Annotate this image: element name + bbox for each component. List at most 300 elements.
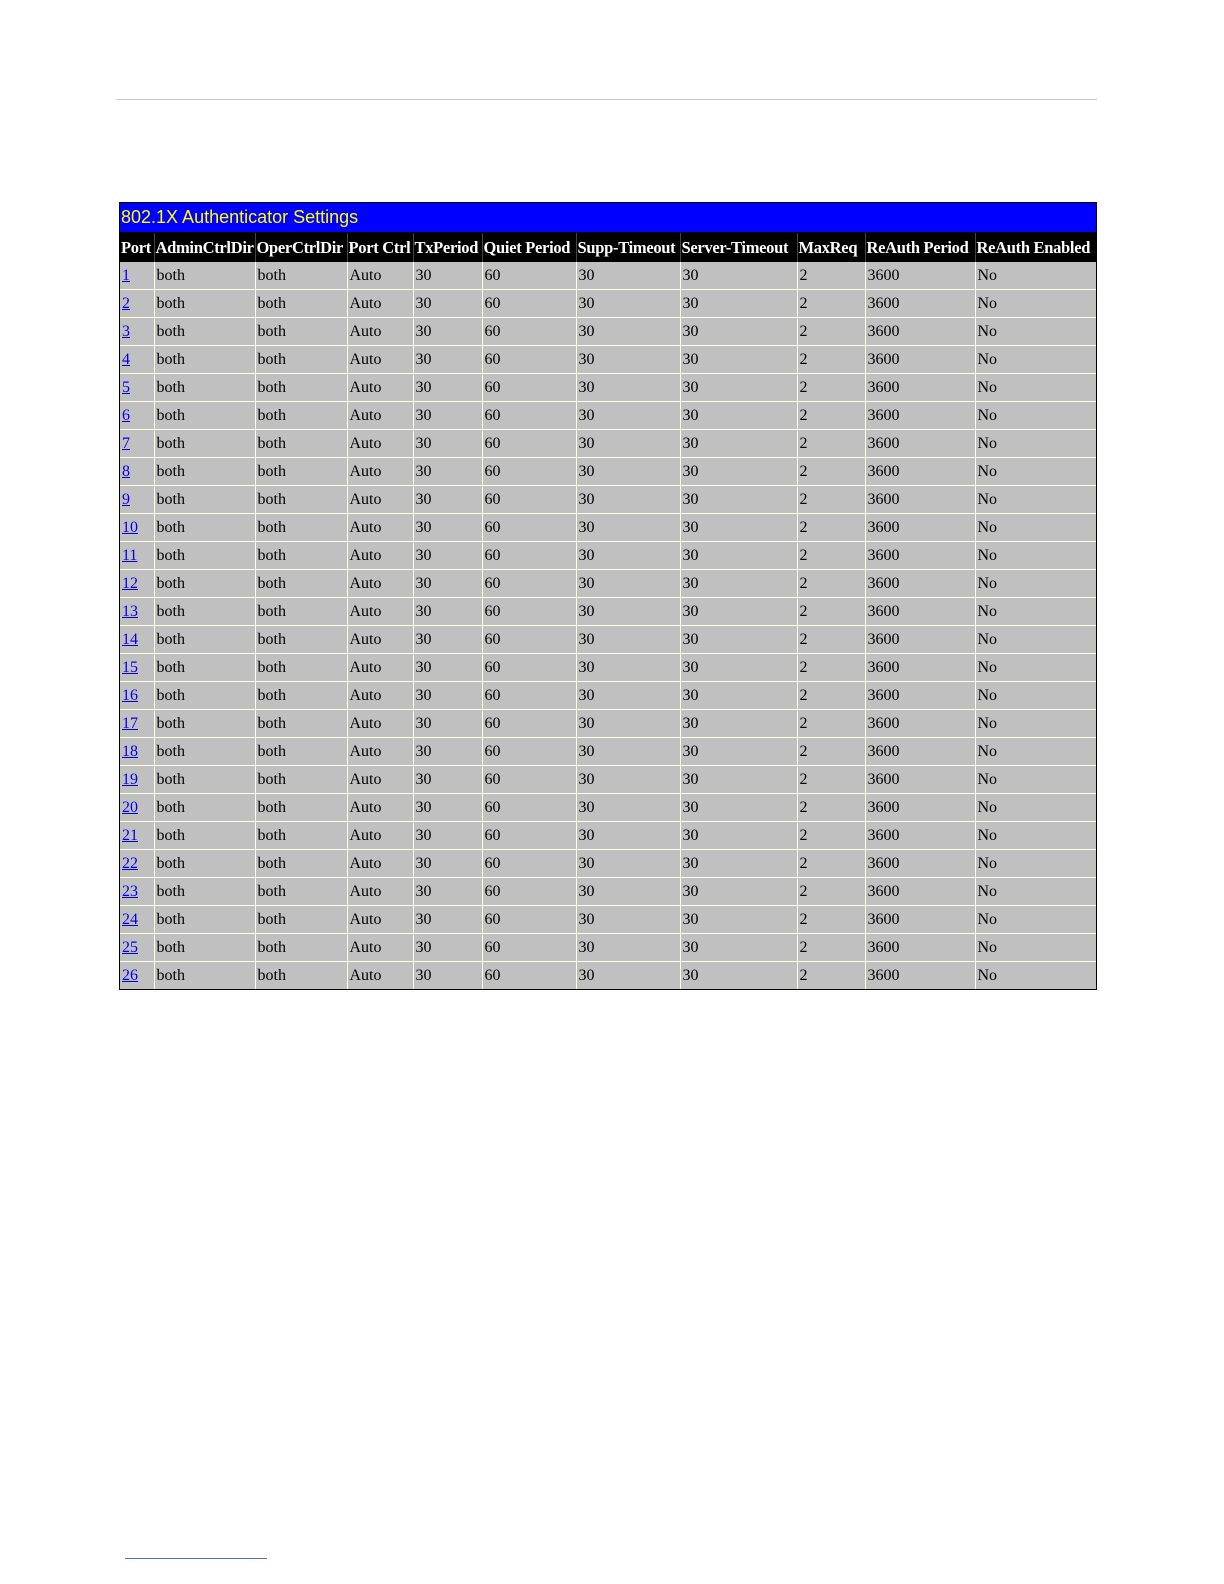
cell-supp-timeout: 30 [576,654,680,682]
cell-max-req: 2 [797,374,865,402]
cell-supp-timeout: 30 [576,934,680,962]
port-link[interactable]: 7 [122,434,130,452]
cell-server-timeout: 30 [680,374,797,402]
port-link[interactable]: 5 [122,378,130,396]
cell-server-timeout: 30 [680,570,797,598]
cell-port-ctrl: Auto [347,514,413,542]
cell-reauth-enabled: No [975,906,1096,934]
cell-reauth-enabled: No [975,682,1096,710]
cell-max-req: 2 [797,878,865,906]
table-row [120,458,1096,486]
cell-port [120,570,154,598]
cell-max-req: 2 [797,514,865,542]
cell-tx-period: 30 [413,766,482,794]
cell-admin-ctrl-dir: both [154,458,255,486]
cell-quiet-period: 60 [482,570,576,598]
cell-max-req: 2 [797,766,865,794]
cell-port [120,626,154,654]
cell-quiet-period: 60 [482,682,576,710]
cell-supp-timeout: 30 [576,374,680,402]
cell-reauth-enabled: No [975,878,1096,906]
cell-reauth-enabled: No [975,962,1096,990]
cell-reauth-enabled: No [975,402,1096,430]
cell-admin-ctrl-dir: both [154,766,255,794]
port-link[interactable]: 13 [122,602,138,620]
cell-quiet-period: 60 [482,794,576,822]
cell-port [120,822,154,850]
cell-server-timeout: 30 [680,402,797,430]
cell-server-timeout: 30 [680,542,797,570]
cell-admin-ctrl-dir: both [154,962,255,990]
cell-supp-timeout: 30 [576,542,680,570]
cell-reauth-enabled: No [975,290,1096,318]
cell-port-ctrl: Auto [347,458,413,486]
cell-server-timeout: 30 [680,822,797,850]
table-row [120,850,1096,878]
cell-oper-ctrl-dir: both [255,318,347,346]
table-row [120,766,1096,794]
port-link[interactable]: 18 [122,742,138,760]
cell-admin-ctrl-dir: both [154,514,255,542]
cell-reauth-period: 3600 [865,878,975,906]
column-header-supp-timeout: Supp-Timeout [576,233,680,262]
cell-tx-period: 30 [413,262,482,290]
cell-server-timeout: 30 [680,654,797,682]
cell-reauth-period: 3600 [865,654,975,682]
cell-quiet-period: 60 [482,738,576,766]
cell-tx-period: 30 [413,318,482,346]
cell-port [120,430,154,458]
cell-port [120,906,154,934]
port-link[interactable]: 20 [122,798,138,816]
cell-reauth-enabled: No [975,458,1096,486]
cell-reauth-period: 3600 [865,374,975,402]
cell-tx-period: 30 [413,626,482,654]
port-link[interactable]: 6 [122,406,130,424]
cell-oper-ctrl-dir: both [255,402,347,430]
port-link[interactable]: 21 [122,826,138,844]
cell-port [120,402,154,430]
panel-title: 802.1X Authenticator Settings [120,203,1096,233]
cell-admin-ctrl-dir: both [154,710,255,738]
cell-admin-ctrl-dir: both [154,402,255,430]
cell-tx-period: 30 [413,878,482,906]
cell-tx-period: 30 [413,654,482,682]
cell-quiet-period: 60 [482,654,576,682]
cell-server-timeout: 30 [680,766,797,794]
cell-max-req: 2 [797,486,865,514]
table-row [120,430,1096,458]
cell-oper-ctrl-dir: both [255,514,347,542]
column-header-port: Port [120,233,154,262]
cell-reauth-period: 3600 [865,430,975,458]
cell-oper-ctrl-dir: both [255,906,347,934]
cell-quiet-period: 60 [482,906,576,934]
port-link[interactable]: 25 [122,938,138,956]
cell-reauth-period: 3600 [865,318,975,346]
cell-tx-period: 30 [413,710,482,738]
cell-reauth-period: 3600 [865,794,975,822]
footnote-rule [125,1558,267,1559]
cell-max-req: 2 [797,458,865,486]
cell-server-timeout: 30 [680,346,797,374]
cell-server-timeout: 30 [680,598,797,626]
cell-quiet-period: 60 [482,710,576,738]
authenticator-settings-panel [119,202,1097,990]
cell-tx-period: 30 [413,486,482,514]
cell-reauth-period: 3600 [865,346,975,374]
cell-port-ctrl: Auto [347,542,413,570]
cell-port-ctrl: Auto [347,626,413,654]
cell-server-timeout: 30 [680,262,797,290]
cell-supp-timeout: 30 [576,598,680,626]
table-row [120,654,1096,682]
cell-supp-timeout: 30 [576,794,680,822]
cell-supp-timeout: 30 [576,906,680,934]
port-link[interactable]: 1 [122,266,130,284]
cell-reauth-enabled: No [975,570,1096,598]
cell-port-ctrl: Auto [347,766,413,794]
cell-quiet-period: 60 [482,850,576,878]
cell-oper-ctrl-dir: both [255,710,347,738]
table-row [120,794,1096,822]
cell-quiet-period: 60 [482,598,576,626]
cell-max-req: 2 [797,402,865,430]
cell-port [120,962,154,990]
cell-admin-ctrl-dir: both [154,430,255,458]
cell-port-ctrl: Auto [347,262,413,290]
port-link[interactable]: 14 [122,630,138,648]
cell-reauth-period: 3600 [865,850,975,878]
cell-server-timeout: 30 [680,962,797,990]
cell-admin-ctrl-dir: both [154,878,255,906]
cell-reauth-period: 3600 [865,934,975,962]
cell-quiet-period: 60 [482,290,576,318]
cell-admin-ctrl-dir: both [154,346,255,374]
cell-reauth-enabled: No [975,822,1096,850]
table-row [120,514,1096,542]
cell-oper-ctrl-dir: both [255,262,347,290]
table-row [120,626,1096,654]
cell-supp-timeout: 30 [576,486,680,514]
cell-quiet-period: 60 [482,514,576,542]
cell-port [120,318,154,346]
cell-port-ctrl: Auto [347,822,413,850]
cell-admin-ctrl-dir: both [154,542,255,570]
cell-max-req: 2 [797,318,865,346]
cell-oper-ctrl-dir: both [255,626,347,654]
cell-port-ctrl: Auto [347,794,413,822]
cell-server-timeout: 30 [680,794,797,822]
cell-tx-period: 30 [413,850,482,878]
cell-max-req: 2 [797,430,865,458]
cell-quiet-period: 60 [482,934,576,962]
cell-port-ctrl: Auto [347,738,413,766]
table-row [120,598,1096,626]
port-link[interactable]: 19 [122,770,138,788]
cell-admin-ctrl-dir: both [154,654,255,682]
cell-tx-period: 30 [413,290,482,318]
cell-reauth-period: 3600 [865,962,975,990]
cell-reauth-enabled: No [975,626,1096,654]
cell-reauth-enabled: No [975,514,1096,542]
cell-admin-ctrl-dir: both [154,374,255,402]
cell-port-ctrl: Auto [347,878,413,906]
cell-server-timeout: 30 [680,514,797,542]
cell-admin-ctrl-dir: both [154,318,255,346]
cell-reauth-enabled: No [975,430,1096,458]
port-link[interactable]: 4 [122,350,130,368]
cell-port-ctrl: Auto [347,374,413,402]
cell-reauth-period: 3600 [865,290,975,318]
cell-tx-period: 30 [413,934,482,962]
cell-reauth-period: 3600 [865,598,975,626]
cell-tx-period: 30 [413,346,482,374]
cell-server-timeout: 30 [680,710,797,738]
cell-oper-ctrl-dir: both [255,542,347,570]
column-header-max-req: MaxReq [797,233,865,262]
table-row [120,318,1096,346]
cell-tx-period: 30 [413,822,482,850]
cell-port [120,850,154,878]
port-link[interactable]: 9 [122,490,130,508]
cell-reauth-period: 3600 [865,710,975,738]
cell-server-timeout: 30 [680,906,797,934]
cell-port-ctrl: Auto [347,402,413,430]
cell-reauth-period: 3600 [865,766,975,794]
table-row [120,822,1096,850]
cell-server-timeout: 30 [680,458,797,486]
cell-max-req: 2 [797,906,865,934]
cell-port [120,710,154,738]
cell-supp-timeout: 30 [576,850,680,878]
cell-oper-ctrl-dir: both [255,290,347,318]
cell-reauth-period: 3600 [865,738,975,766]
cell-max-req: 2 [797,654,865,682]
cell-supp-timeout: 30 [576,878,680,906]
port-link[interactable]: 16 [122,686,138,704]
cell-server-timeout: 30 [680,850,797,878]
cell-admin-ctrl-dir: both [154,486,255,514]
cell-oper-ctrl-dir: both [255,430,347,458]
cell-supp-timeout: 30 [576,458,680,486]
cell-max-req: 2 [797,794,865,822]
cell-max-req: 2 [797,542,865,570]
cell-oper-ctrl-dir: both [255,570,347,598]
cell-admin-ctrl-dir: both [154,290,255,318]
cell-tx-period: 30 [413,458,482,486]
cell-max-req: 2 [797,346,865,374]
cell-max-req: 2 [797,262,865,290]
table-header-row [120,233,1096,262]
cell-quiet-period: 60 [482,822,576,850]
cell-max-req: 2 [797,626,865,654]
cell-tx-period: 30 [413,430,482,458]
port-link[interactable]: 8 [122,462,130,480]
cell-port [120,290,154,318]
column-header-oper-ctrl-dir: OperCtrlDir [255,233,347,262]
cell-max-req: 2 [797,738,865,766]
cell-quiet-period: 60 [482,458,576,486]
cell-tx-period: 30 [413,402,482,430]
cell-supp-timeout: 30 [576,766,680,794]
cell-tx-period: 30 [413,906,482,934]
cell-oper-ctrl-dir: both [255,766,347,794]
cell-reauth-enabled: No [975,486,1096,514]
port-link[interactable]: 26 [122,966,138,984]
port-link[interactable]: 2 [122,294,130,312]
cell-admin-ctrl-dir: both [154,738,255,766]
cell-server-timeout: 30 [680,486,797,514]
authenticator-settings-table [120,233,1096,989]
port-link[interactable]: 17 [122,714,138,732]
cell-supp-timeout: 30 [576,962,680,990]
column-header-reauth-period: ReAuth Period [865,233,975,262]
port-link[interactable]: 23 [122,882,138,900]
cell-reauth-enabled: No [975,934,1096,962]
column-header-admin-ctrl-dir: AdminCtrlDir [154,233,255,262]
cell-port [120,514,154,542]
column-header-server-timeout: Server-Timeout [680,233,797,262]
cell-oper-ctrl-dir: both [255,682,347,710]
cell-admin-ctrl-dir: both [154,906,255,934]
cell-reauth-enabled: No [975,262,1096,290]
cell-quiet-period: 60 [482,486,576,514]
cell-reauth-period: 3600 [865,682,975,710]
cell-oper-ctrl-dir: both [255,486,347,514]
cell-port [120,934,154,962]
cell-reauth-period: 3600 [865,514,975,542]
port-link[interactable]: 3 [122,322,130,340]
cell-supp-timeout: 30 [576,710,680,738]
cell-quiet-period: 60 [482,542,576,570]
cell-max-req: 2 [797,570,865,598]
cell-oper-ctrl-dir: both [255,738,347,766]
cell-port [120,766,154,794]
cell-reauth-enabled: No [975,794,1096,822]
cell-supp-timeout: 30 [576,346,680,374]
cell-max-req: 2 [797,850,865,878]
table-row [120,682,1096,710]
cell-quiet-period: 60 [482,346,576,374]
cell-server-timeout: 30 [680,682,797,710]
cell-admin-ctrl-dir: both [154,822,255,850]
port-link[interactable]: 15 [122,658,138,676]
cell-port-ctrl: Auto [347,710,413,738]
cell-reauth-period: 3600 [865,486,975,514]
cell-port [120,486,154,514]
port-link[interactable]: 22 [122,854,138,872]
cell-reauth-period: 3600 [865,626,975,654]
port-link[interactable]: 24 [122,910,138,928]
cell-tx-period: 30 [413,542,482,570]
cell-admin-ctrl-dir: both [154,794,255,822]
cell-server-timeout: 30 [680,878,797,906]
cell-supp-timeout: 30 [576,430,680,458]
table-row [120,374,1096,402]
cell-quiet-period: 60 [482,262,576,290]
cell-supp-timeout: 30 [576,262,680,290]
cell-port-ctrl: Auto [347,486,413,514]
cell-quiet-period: 60 [482,626,576,654]
cell-reauth-enabled: No [975,542,1096,570]
cell-port-ctrl: Auto [347,850,413,878]
cell-reauth-period: 3600 [865,458,975,486]
table-row [120,878,1096,906]
cell-port [120,682,154,710]
cell-reauth-enabled: No [975,654,1096,682]
page-divider [116,99,1097,100]
port-link[interactable]: 10 [122,518,138,536]
cell-port [120,542,154,570]
cell-port-ctrl: Auto [347,682,413,710]
cell-admin-ctrl-dir: both [154,262,255,290]
cell-port [120,878,154,906]
cell-admin-ctrl-dir: both [154,934,255,962]
column-header-tx-period: TxPeriod [413,233,482,262]
cell-port-ctrl: Auto [347,346,413,374]
cell-server-timeout: 30 [680,318,797,346]
table-row [120,262,1096,290]
cell-server-timeout: 30 [680,934,797,962]
cell-reauth-period: 3600 [865,402,975,430]
cell-oper-ctrl-dir: both [255,962,347,990]
port-link[interactable]: 12 [122,574,138,592]
cell-port-ctrl: Auto [347,318,413,346]
cell-port-ctrl: Auto [347,906,413,934]
cell-tx-period: 30 [413,962,482,990]
table-row [120,486,1096,514]
cell-reauth-enabled: No [975,738,1096,766]
cell-quiet-period: 60 [482,374,576,402]
cell-port [120,458,154,486]
cell-max-req: 2 [797,710,865,738]
cell-reauth-enabled: No [975,710,1096,738]
cell-max-req: 2 [797,934,865,962]
table-row [120,542,1096,570]
cell-admin-ctrl-dir: both [154,598,255,626]
cell-supp-timeout: 30 [576,290,680,318]
table-row [120,402,1096,430]
cell-reauth-period: 3600 [865,906,975,934]
cell-tx-period: 30 [413,374,482,402]
cell-admin-ctrl-dir: both [154,850,255,878]
cell-port-ctrl: Auto [347,598,413,626]
cell-port-ctrl: Auto [347,962,413,990]
table-row [120,934,1096,962]
cell-supp-timeout: 30 [576,626,680,654]
cell-max-req: 2 [797,290,865,318]
cell-supp-timeout: 30 [576,514,680,542]
table-row [120,738,1096,766]
cell-port [120,598,154,626]
cell-server-timeout: 30 [680,430,797,458]
cell-admin-ctrl-dir: both [154,682,255,710]
cell-max-req: 2 [797,598,865,626]
cell-server-timeout: 30 [680,290,797,318]
cell-oper-ctrl-dir: both [255,850,347,878]
port-link[interactable]: 11 [122,546,138,564]
cell-reauth-enabled: No [975,374,1096,402]
cell-supp-timeout: 30 [576,822,680,850]
cell-port [120,262,154,290]
column-header-quiet-period: Quiet Period [482,233,576,262]
cell-tx-period: 30 [413,794,482,822]
cell-server-timeout: 30 [680,738,797,766]
cell-oper-ctrl-dir: both [255,878,347,906]
cell-reauth-enabled: No [975,318,1096,346]
cell-quiet-period: 60 [482,878,576,906]
